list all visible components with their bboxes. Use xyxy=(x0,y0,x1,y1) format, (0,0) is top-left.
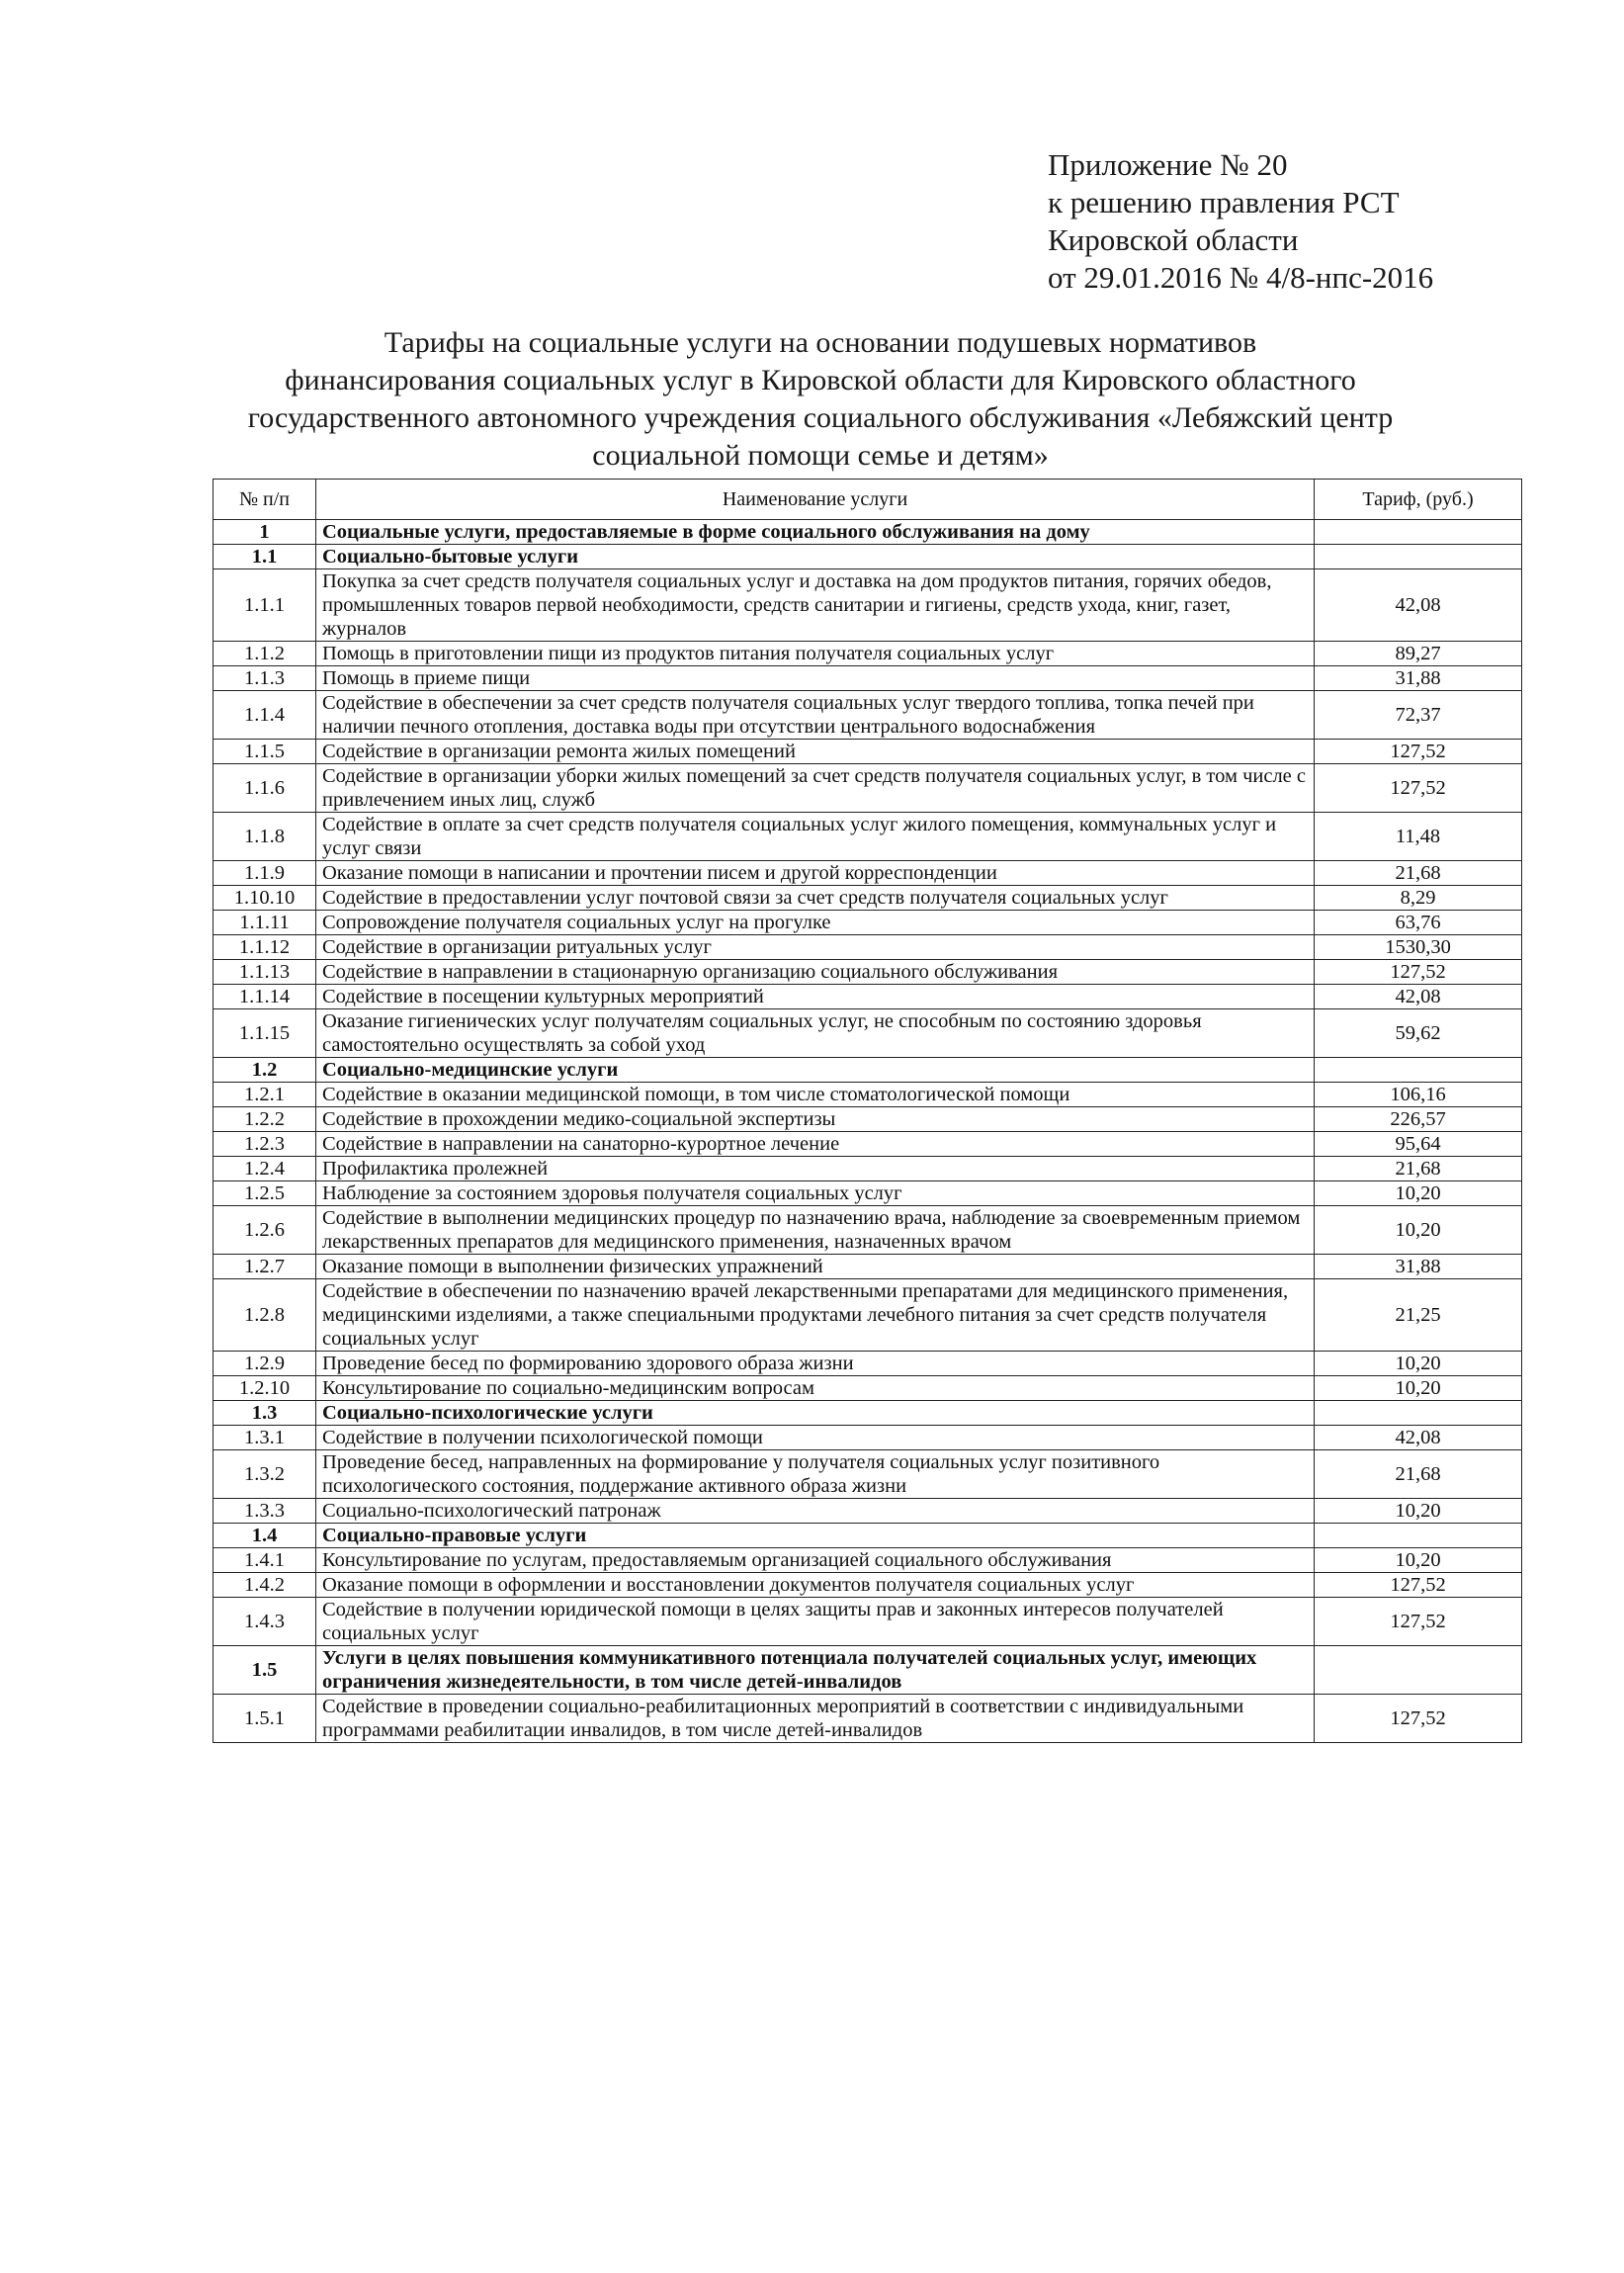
row-number: 1.1.8 xyxy=(214,813,316,861)
table-row xyxy=(214,1255,1522,1279)
tariff-value: 127,52 xyxy=(1315,764,1522,813)
row-number: 1.3 xyxy=(214,1401,316,1426)
tariff-value: 8,29 xyxy=(1315,886,1522,911)
service-name: Оказание помощи в написании и прочтении писем и другой корреспонденции xyxy=(316,861,1315,886)
row-number: 1.2.9 xyxy=(214,1352,316,1376)
tariff-value xyxy=(1315,1401,1522,1426)
tariff-value: 42,08 xyxy=(1315,1426,1522,1450)
table-row xyxy=(214,1598,1522,1646)
service-name: Содействие в предоставлении услуг почтовой связи за счет средств получателя социальных услуг xyxy=(316,886,1315,911)
table-row xyxy=(214,960,1522,985)
tariff-value: 106,16 xyxy=(1315,1083,1522,1107)
section-row xyxy=(214,545,1522,569)
tariff-value: 127,52 xyxy=(1315,1598,1522,1646)
tariff-value: 127,52 xyxy=(1315,1573,1522,1598)
header-name: Наименование услуги xyxy=(316,480,1315,520)
annex-region: Кировской области xyxy=(1048,222,1299,257)
tariff-value: 89,27 xyxy=(1315,642,1522,666)
annex-number: Приложение № 20 xyxy=(1048,147,1288,182)
tariff-value: 10,20 xyxy=(1315,1548,1522,1573)
table-row xyxy=(214,1376,1522,1401)
header-num: № п/п xyxy=(214,480,316,520)
tariff-value: 10,20 xyxy=(1315,1499,1522,1524)
tariff-value: 31,88 xyxy=(1315,666,1522,691)
annex-date: от 29.01.2016 № 4/8-нпс-2016 xyxy=(1048,260,1434,295)
table-row xyxy=(214,642,1522,666)
row-number: 1.1.4 xyxy=(214,691,316,740)
title-line-1: Тарифы на социальные услуги на основании подушевых нормативов xyxy=(384,326,1257,359)
document-title xyxy=(198,324,1443,475)
service-name: Помощь в приеме пищи xyxy=(316,666,1315,691)
table-row xyxy=(214,861,1522,886)
service-name: Содействие в направлении на санаторно-курортное лечение xyxy=(316,1132,1315,1157)
row-number: 1.2.10 xyxy=(214,1376,316,1401)
service-name: Содействие в обеспечении за счет средств получателя социальных услуг твердого топлива, топка печей при наличии печного отопления, доставка воды при отсутствии центрального водоснабжения xyxy=(316,691,1315,740)
row-number: 1.1.1 xyxy=(214,569,316,642)
tariff-value: 10,20 xyxy=(1315,1376,1522,1401)
service-name: Социально-бытовые услуги xyxy=(316,545,1315,569)
annex-header xyxy=(1048,146,1433,297)
service-name: Содействие в выполнении медицинских процедур по назначению врача, наблюдение за своевременным приемом лекарственных препаратов для медицинского применения, назначенных врачом xyxy=(316,1206,1315,1255)
row-number: 1.1.3 xyxy=(214,666,316,691)
tariff-value: 11,48 xyxy=(1315,813,1522,861)
table-row xyxy=(214,886,1522,911)
service-name: Консультирование по социально-медицинским вопросам xyxy=(316,1376,1315,1401)
row-number: 1.5 xyxy=(214,1646,316,1695)
row-number: 1.1.15 xyxy=(214,1009,316,1058)
service-name: Социально-медицинские услуги xyxy=(316,1058,1315,1083)
tariff-value: 42,08 xyxy=(1315,985,1522,1009)
service-name: Консультирование по услугам, предоставляемым организацией социального обслуживания xyxy=(316,1548,1315,1573)
table-row xyxy=(214,569,1522,642)
tariff-value: 59,62 xyxy=(1315,1009,1522,1058)
service-name: Содействие в оказании медицинской помощи, в том числе стоматологической помощи xyxy=(316,1083,1315,1107)
title-line-2: финансирования социальных услуг в Кировской области для Кировского областного xyxy=(285,364,1356,396)
table-row xyxy=(214,666,1522,691)
service-name: Содействие в организации уборки жилых помещений за счет средств получателя социальных услуг, в том числе с привлечением иных лиц, служб xyxy=(316,764,1315,813)
row-number: 1.4 xyxy=(214,1524,316,1548)
row-number: 1.1.5 xyxy=(214,740,316,764)
header-tariff: Тариф, (руб.) xyxy=(1315,480,1522,520)
tariff-value: 21,68 xyxy=(1315,1157,1522,1181)
table-row xyxy=(214,1009,1522,1058)
service-name: Содействие в направлении в стационарную организацию социального обслуживания xyxy=(316,960,1315,985)
table-row xyxy=(214,813,1522,861)
tariff-value: 21,68 xyxy=(1315,861,1522,886)
row-number: 1.2.2 xyxy=(214,1107,316,1132)
service-name: Проведение бесед, направленных на формирование у получателя социальных услуг позитивного психологического состояния, поддержание активного образа жизни xyxy=(316,1450,1315,1499)
section-row xyxy=(214,1058,1522,1083)
row-number: 1.3.3 xyxy=(214,1499,316,1524)
section-row xyxy=(214,520,1522,545)
section-row xyxy=(214,1401,1522,1426)
table-row xyxy=(214,1157,1522,1181)
tariff-value: 95,64 xyxy=(1315,1132,1522,1157)
table-row xyxy=(214,935,1522,960)
row-number: 1 xyxy=(214,520,316,545)
service-name: Содействие в получении юридической помощи в целях защиты прав и законных интересов получателей социальных услуг xyxy=(316,1598,1315,1646)
table-row xyxy=(214,1695,1522,1743)
row-number: 1.3.2 xyxy=(214,1450,316,1499)
table-row xyxy=(214,1426,1522,1450)
service-name: Содействие в проведении социально-реабилитационных мероприятий в соответствии с индивидуальными программами реабилитации инвалидов, в том числе детей-инвалидов xyxy=(316,1695,1315,1743)
title-line-3: государственного автономного учреждения социального обслуживания «Лебяжский центр xyxy=(247,401,1394,434)
row-number: 1.1.9 xyxy=(214,861,316,886)
row-number: 1.2 xyxy=(214,1058,316,1083)
row-number: 1.1.12 xyxy=(214,935,316,960)
service-name: Услуги в целях повышения коммуникативного потенциала получателей социальных услуг, имеющих ограничения жизнедеятельности, в том числе детей-инвалидов xyxy=(316,1646,1315,1695)
title-line-4: социальной помощи семье и детям» xyxy=(592,439,1049,472)
tariff-value xyxy=(1315,545,1522,569)
service-name: Оказание помощи в выполнении физических упражнений xyxy=(316,1255,1315,1279)
tariff-value: 21,68 xyxy=(1315,1450,1522,1499)
service-name: Социально-психологические услуги xyxy=(316,1401,1315,1426)
table-row xyxy=(214,1083,1522,1107)
service-name: Помощь в приготовлении пищи из продуктов питания получателя социальных услуг xyxy=(316,642,1315,666)
service-name: Содействие в организации ремонта жилых помещений xyxy=(316,740,1315,764)
tariff-value: 10,20 xyxy=(1315,1352,1522,1376)
row-number: 1.4.1 xyxy=(214,1548,316,1573)
service-name: Содействие в организации ритуальных услуг xyxy=(316,935,1315,960)
tariff-value: 127,52 xyxy=(1315,960,1522,985)
row-number: 1.10.10 xyxy=(214,886,316,911)
row-number: 1.2.6 xyxy=(214,1206,316,1255)
table-row xyxy=(214,985,1522,1009)
service-name: Сопровождение получателя социальных услуг на прогулке xyxy=(316,911,1315,935)
service-name: Содействие в оплате за счет средств получателя социальных услуг жилого помещения, коммунальных услуг и услуг связи xyxy=(316,813,1315,861)
table-row xyxy=(214,1206,1522,1255)
service-name: Проведение бесед по формированию здорового образа жизни xyxy=(316,1352,1315,1376)
tariff-value xyxy=(1315,1646,1522,1695)
row-number: 1.4.2 xyxy=(214,1573,316,1598)
table-row xyxy=(214,1450,1522,1499)
tariff-value: 10,20 xyxy=(1315,1181,1522,1206)
service-name: Социально-правовые услуги xyxy=(316,1524,1315,1548)
table-row xyxy=(214,1132,1522,1157)
table-row xyxy=(214,1499,1522,1524)
row-number: 1.1.14 xyxy=(214,985,316,1009)
row-number: 1.2.7 xyxy=(214,1255,316,1279)
tariff-value: 127,52 xyxy=(1315,1695,1522,1743)
table-row xyxy=(214,691,1522,740)
row-number: 1.2.8 xyxy=(214,1279,316,1352)
service-name: Содействие в прохождении медико-социальной экспертизы xyxy=(316,1107,1315,1132)
row-number: 1.1.6 xyxy=(214,764,316,813)
row-number: 1.3.1 xyxy=(214,1426,316,1450)
service-name: Оказание гигиенических услуг получателям социальных услуг, не способным по состоянию здоровья самостоятельно осуществлять за собой уход xyxy=(316,1009,1315,1058)
table-row xyxy=(214,1548,1522,1573)
tariff-value xyxy=(1315,1524,1522,1548)
row-number: 1.4.3 xyxy=(214,1598,316,1646)
tariff-value: 31,88 xyxy=(1315,1255,1522,1279)
tariff-value: 21,25 xyxy=(1315,1279,1522,1352)
row-number: 1.2.3 xyxy=(214,1132,316,1157)
table-row xyxy=(214,1352,1522,1376)
tariffs-table xyxy=(213,479,1522,1743)
tariff-value xyxy=(1315,1058,1522,1083)
row-number: 1.1 xyxy=(214,545,316,569)
row-number: 1.2.4 xyxy=(214,1157,316,1181)
service-name: Профилактика пролежней xyxy=(316,1157,1315,1181)
row-number: 1.1.11 xyxy=(214,911,316,935)
tariff-value: 127,52 xyxy=(1315,740,1522,764)
tariff-value: 42,08 xyxy=(1315,569,1522,642)
service-name: Содействие в посещении культурных мероприятий xyxy=(316,985,1315,1009)
tariff-value: 1530,30 xyxy=(1315,935,1522,960)
table-row xyxy=(214,1573,1522,1598)
table-row xyxy=(214,1181,1522,1206)
table-row xyxy=(214,1107,1522,1132)
table-header-row xyxy=(214,480,1522,520)
service-name: Покупка за счет средств получателя социальных услуг и доставка на дом продуктов питания, горячих обедов, промышленных товаров первой необходимости, средств санитарии и гигиены, средств ухода, книг, газет, журналов xyxy=(316,569,1315,642)
row-number: 1.2.5 xyxy=(214,1181,316,1206)
table-body xyxy=(214,520,1522,1743)
row-number: 1.1.13 xyxy=(214,960,316,985)
service-name: Наблюдение за состоянием здоровья получателя социальных услуг xyxy=(316,1181,1315,1206)
service-name: Оказание помощи в оформлении и восстановлении документов получателя социальных услуг xyxy=(316,1573,1315,1598)
section-row xyxy=(214,1646,1522,1695)
tariff-value: 72,37 xyxy=(1315,691,1522,740)
tariff-value: 226,57 xyxy=(1315,1107,1522,1132)
table-row xyxy=(214,740,1522,764)
annex-decision: к решению правления РСТ xyxy=(1048,185,1400,219)
service-name: Социальные услуги, предоставляемые в форме социального обслуживания на дому xyxy=(316,520,1315,545)
section-row xyxy=(214,1524,1522,1548)
service-name: Содействие в получении психологической помощи xyxy=(316,1426,1315,1450)
table-row xyxy=(214,911,1522,935)
tariff-value: 10,20 xyxy=(1315,1206,1522,1255)
row-number: 1.2.1 xyxy=(214,1083,316,1107)
tariff-value: 63,76 xyxy=(1315,911,1522,935)
tariff-value xyxy=(1315,520,1522,545)
table-row xyxy=(214,1279,1522,1352)
service-name: Содействие в обеспечении по назначению врачей лекарственными препаратами для медицинского применения, медицинскими изделиями, а также специальными продуктами лечебного питания за счет средств получателя социальных услуг xyxy=(316,1279,1315,1352)
row-number: 1.5.1 xyxy=(214,1695,316,1743)
table-row xyxy=(214,764,1522,813)
row-number: 1.1.2 xyxy=(214,642,316,666)
service-name: Социально-психологический патронаж xyxy=(316,1499,1315,1524)
